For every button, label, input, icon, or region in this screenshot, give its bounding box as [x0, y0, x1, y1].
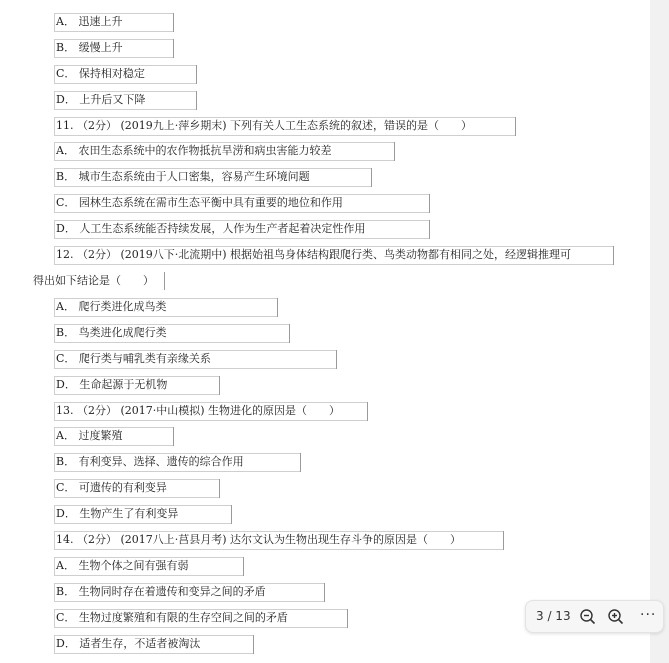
viewer-toolbar: [525, 600, 664, 633]
more-options-button[interactable]: ···: [640, 607, 657, 623]
question-text: 得出如下结论是（ ）: [33, 274, 154, 287]
page-indicator[interactable]: 3 / 13: [536, 609, 571, 623]
option-text: A． 过度繁殖: [56, 429, 123, 442]
option-text: B． 鸟类进化成爬行类: [56, 326, 167, 339]
question-text: 13. （2分） (2017·中山模拟) 生物进化的原因是（ ）: [56, 404, 341, 417]
option-text: B． 生物同时存在着遗传和变异之间的矛盾: [56, 585, 266, 598]
option-text: C． 生物过度繁殖和有限的生存空间之间的矛盾: [56, 611, 288, 624]
zoom-out-icon[interactable]: [578, 607, 598, 627]
question-text: 12. （2分） (2019八下·北流期中) 根据始祖鸟身体结构跟爬行类、鸟类动物都有相同之处，经逻辑推理可: [56, 248, 572, 261]
option-text: A． 农田生态系统中的农作物抵抗旱涝和病虫害能力较差: [56, 144, 332, 157]
question-text: 11. （2分） (2019九上·萍乡期末) 下列有关人工生态系统的叙述，错误的是（ ）: [56, 119, 473, 132]
option-text: D． 生物产生了有利变异: [56, 507, 179, 520]
option-text: A． 迅速上升: [56, 15, 123, 28]
option-text: C． 保持相对稳定: [56, 67, 145, 80]
option-text: D． 上升后又下降: [56, 93, 146, 106]
option-text: B． 缓慢上升: [56, 41, 123, 54]
zoom-in-icon[interactable]: [606, 607, 626, 627]
option-text: A． 生物个体之间有强有弱: [56, 559, 189, 572]
option-text: C． 爬行类与哺乳类有亲缘关系: [56, 352, 211, 365]
scrollbar[interactable]: [650, 0, 669, 663]
question-text: 14. （2分） (2017八上·莒县月考) 达尔文认为生物出现生存斗争的原因是（ ）: [56, 533, 462, 546]
option-text: D． 生命起源于无机物: [56, 378, 168, 391]
option-text: C． 可遗传的有利变异: [56, 481, 167, 494]
option-text: C． 园林生态系统在需市生态平衡中具有重要的地位和作用: [56, 196, 343, 209]
option-text: A． 爬行类进化成鸟类: [56, 300, 167, 313]
option-text: D． 适者生存，不适者被淘汰: [56, 637, 201, 650]
option-text: B． 有利变异、选择、遗传的综合作用: [56, 455, 244, 468]
option-text: B． 城市生态系统由于人口密集，容易产生环境问题: [56, 170, 310, 183]
option-text: D． 人工生态系统能否持续发展，人作为生产者起着决定性作用: [56, 222, 366, 235]
